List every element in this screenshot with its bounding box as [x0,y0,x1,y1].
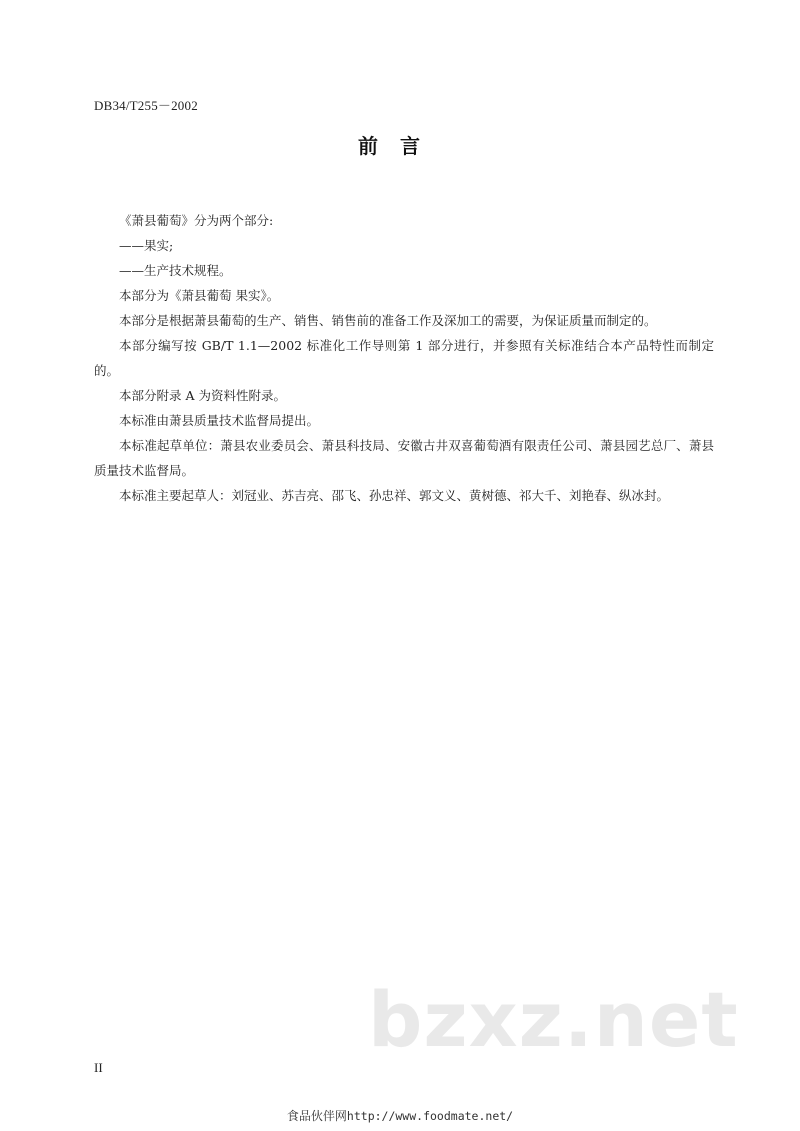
body-text [94,208,714,508]
paragraph: 本部分附录 A 为资料性附录。 [119,388,286,403]
document-code: DB34/T255－2002 [94,98,198,113]
page-title: 前言 [358,134,442,158]
watermark: bzxz.net [368,975,739,1064]
paragraph: 本标准由萧县质量技术监督局提出。 [119,413,320,428]
paragraph: ——果实; [119,238,174,253]
paragraph: 《萧县葡萄》分为两个部分: [119,213,274,228]
paragraph: ——生产技术规程。 [119,263,232,278]
paragraph: 本部分为《萧县葡萄 果实》。 [119,288,280,303]
footer [0,1107,800,1124]
footer-url-link[interactable]: http://www.foodmate.net/ [346,1109,514,1123]
paragraph: 本部分编写按 GB/T 1.1—2002 标准化工作导则第 1 部分进行，并参照有关标准结合本产品特性而制定的。 [94,338,714,378]
page-number: II [94,1060,103,1075]
paragraph: 本标准起草单位：萧县农业委员会、萧县科技局、安徽古井双喜葡萄酒有限责任公司、萧县园艺总厂、萧县质量技术监督局。 [94,438,714,478]
paragraph: 本标准主要起草人：刘冠业、苏吉亮、邵飞、孙忠祥、郭文义、黄树德、祁大千、刘艳春、纵冰封。 [119,488,670,503]
footer-site-name: 食品伙伴网 [286,1109,347,1123]
paragraph: 本部分是根据萧县葡萄的生产、销售、销售前的准备工作及深加工的需要，为保证质量而制定的。 [119,313,657,328]
